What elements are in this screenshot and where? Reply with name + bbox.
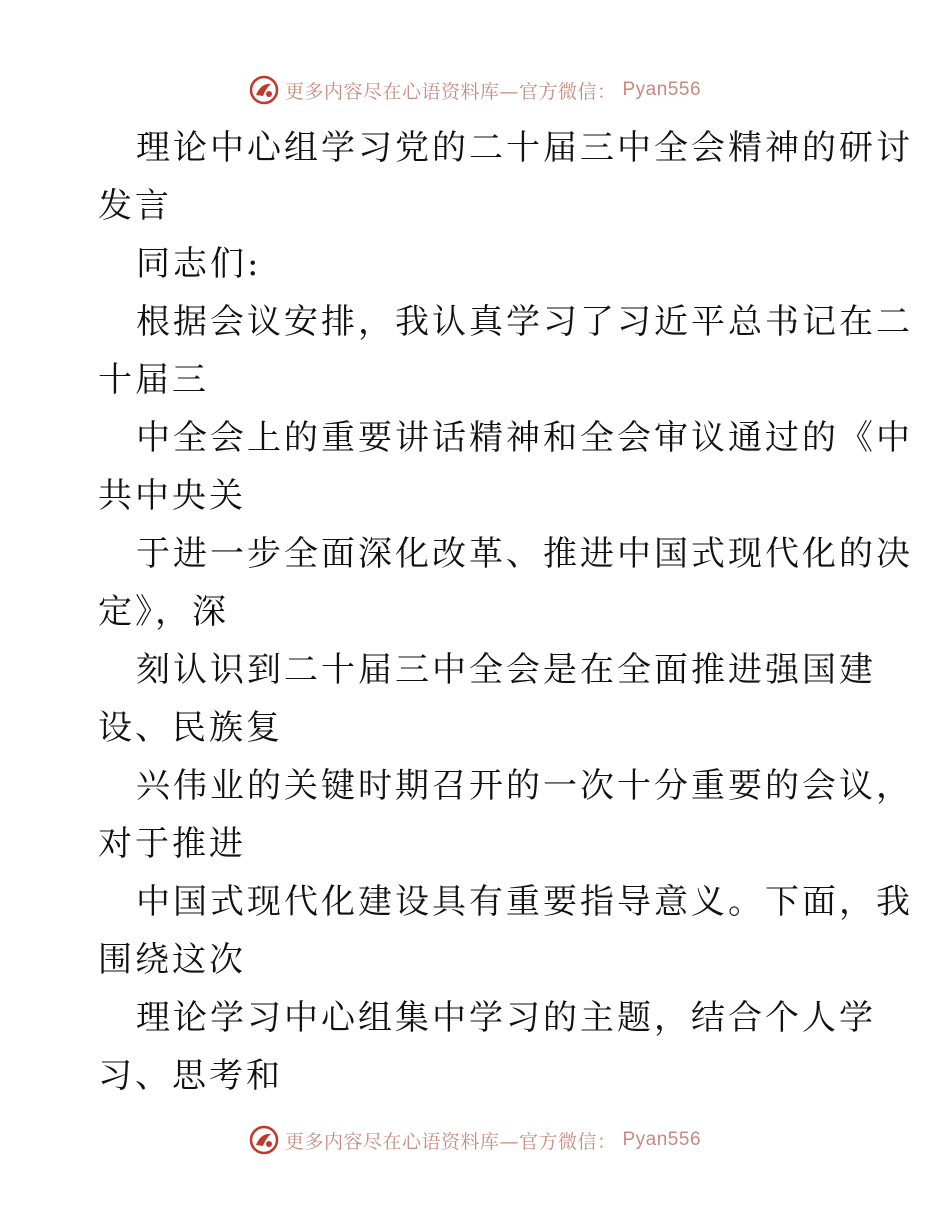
- watermark-wechat-id: Pyan556: [622, 1129, 702, 1150]
- document-title-line-1: 理论中心组学习党的二十届三中全会精神的研讨: [136, 128, 913, 168]
- paragraph-line: 定》，深: [98, 592, 229, 632]
- paragraph-line: 理论学习中心组集中学习的主题，结合个人学: [136, 998, 876, 1038]
- paragraph-line: 根据会议安排，我认真学习了习近平总书记在二: [136, 302, 913, 342]
- paragraph-line: 于进一步全面深化改革、推进中国式现代化的决: [136, 534, 913, 574]
- header-watermark: [0, 70, 950, 110]
- paragraph-line: 中国式现代化建设具有重要指导意义。下面，我: [136, 882, 913, 922]
- paragraph-line: 中全会上的重要讲话精神和全会审议通过的《中: [136, 418, 913, 458]
- document-title-line-2: 发言: [98, 186, 172, 226]
- salutation: 同志们:: [136, 244, 262, 284]
- watermark-text: 更多内容尽在心语资料库—官方微信：: [284, 1130, 617, 1153]
- paragraph-line: 共中央关: [98, 476, 246, 516]
- brand-logo-icon: [249, 1125, 279, 1155]
- watermark-text: 更多内容尽在心语资料库—官方微信：: [284, 80, 617, 103]
- paragraph-line: 围绕这次: [98, 940, 246, 980]
- paragraph-line: 兴伟业的关键时期召开的一次十分重要的会议，: [136, 766, 913, 806]
- brand-logo-icon: [249, 75, 279, 105]
- paragraph-line: 设、民族复: [98, 708, 283, 748]
- footer-watermark: [0, 1120, 950, 1160]
- paragraph-line: 习、思考和: [98, 1056, 283, 1096]
- watermark-wechat-id: Pyan556: [622, 79, 702, 100]
- paragraph-line: 刻认识到二十届三中全会是在全面推进强国建: [136, 650, 876, 690]
- paragraph-line: 对于推进: [98, 824, 246, 864]
- paragraph-line: 十届三: [98, 360, 209, 400]
